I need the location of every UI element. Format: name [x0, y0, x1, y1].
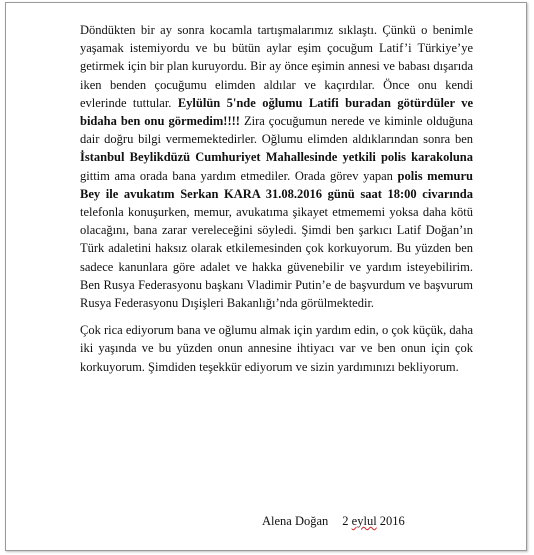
- letter-paragraph-1: [80, 21, 473, 312]
- paragraph-1-text-4: telefonla konuşurken, memur, avukatıma şikayet etmememi yoksa daha kötü olacağını, bana zarar vereleceğini söyledi. Şimdi ben şarkıcı Latif Doğan’ın Türk adaletini haksız olarak etkilemesinden çok korkuyorum. Bu yüzden ben sadece kanunlara göre adalet ve hakka güvenebilir ve yardım isteyebilirim. Ben Rusya Federasyonu başkanı Vladimir Putin’e de başvurdum ve başvurum Rusya Federasyonu Dışişleri Bakanlığı’nda görülmektedir.: [80, 205, 473, 311]
- paragraph-1-bold-1: Eylülün 5'nde oğlumu Latifi buradan götürdüler ve bidaha ben onu görmedim!!!!: [80, 95, 473, 129]
- paragraph-1-text-1: Döndükten bir ay sonra kocamla tartışmalarımız sıklaştı. Çünkü o benimle yaşamak istemiyordu ve bu bütün aylar eşim çocuğum Latif’i Türkiye’ye getirmek için bir plan kuruyordu. Bir ay önce eşimin annesi ve babası dışarıda iken benden çocuğumu elimden aldılar ve kaçırdılar. Önce onu kendi evlerinde tuttular.: [80, 23, 473, 110]
- letter-paragraph-2: Çok rica ediyorum bana ve oğlumu almak için yardım edin, o çok küçük, daha iki yaşında ve bu yüzden onun annesine ihtiyacı var ve ben onun için çok korkuyorum. Şimdiden teşekkür ediyorum ve sizin yardımınızı bekliyorum.: [80, 323, 473, 374]
- paragraph-1-text-3: gittim ama orada bana yardım etmediler. Orada görev yapan: [80, 168, 398, 183]
- paragraph-1-bold-3: polis memuru Bey ile avukatım Serkan KARA 31.08.2016 günü saat 18:00 civarında: [80, 168, 474, 201]
- paragraph-1-text-2: Zira çocuğumun nerede ve kiminle olduğuna dair doğru bilgi vermemektedirler. Oğlumu elimden aldıklarından sonra ben: [80, 114, 473, 147]
- signature-date-month: eylul: [351, 514, 377, 528]
- paragraph-1-bold-2: İstanbul Beylikdüzü Cumhuriyet Mahallesinde yetkili polis karakoluna: [80, 150, 473, 165]
- letter-body: [80, 21, 473, 376]
- signature-date-year: 2016: [379, 514, 405, 528]
- signature-line: [262, 512, 405, 530]
- signature-date-day: 2: [342, 514, 349, 528]
- signature-name: Alena Doğan: [262, 514, 329, 528]
- document-page: [5, 2, 527, 551]
